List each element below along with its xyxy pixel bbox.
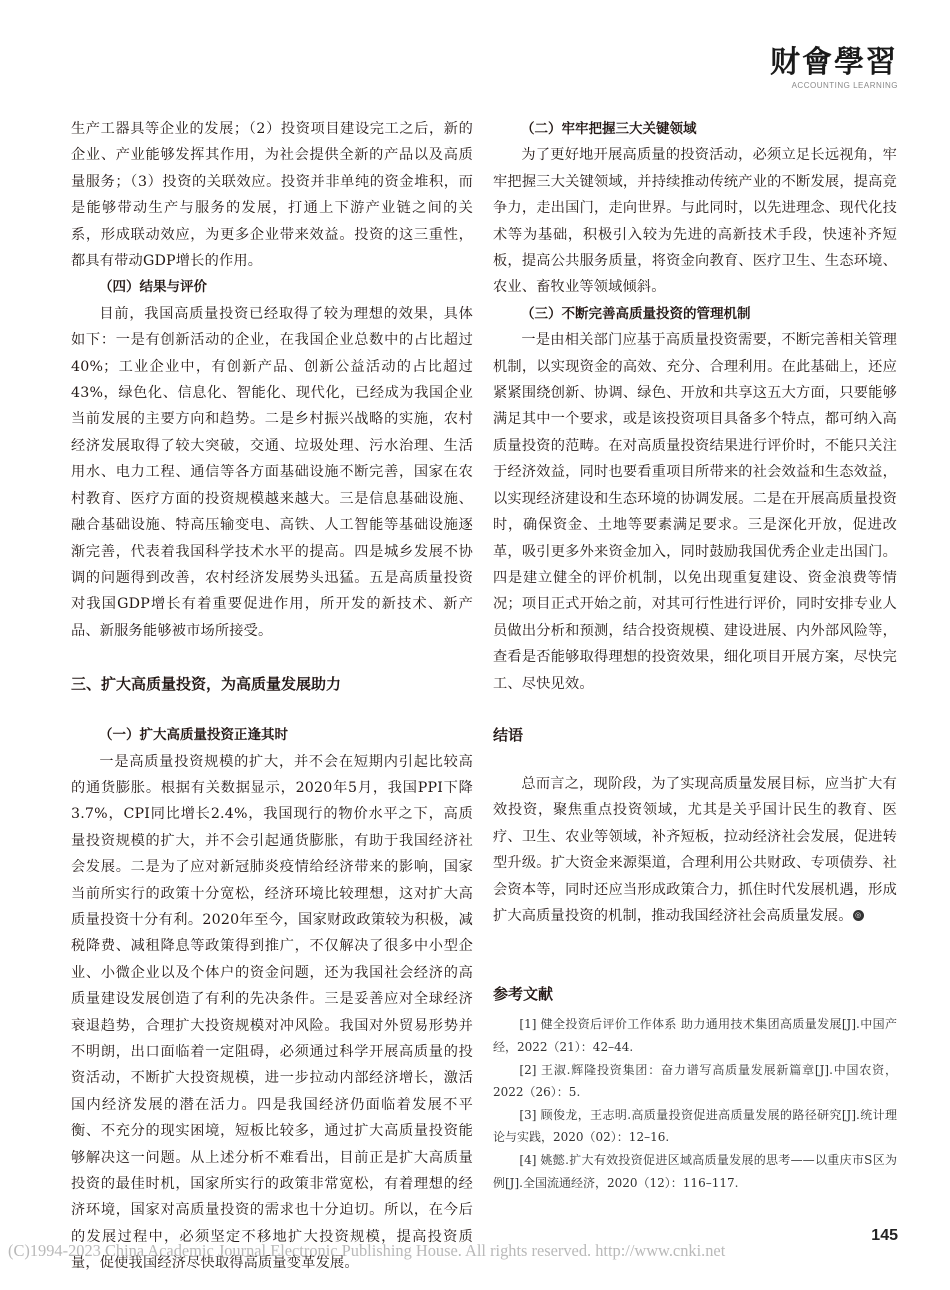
reference-item: [3] 顾俊龙，王志明.高质量投资促进高质量发展的路径研究[J].统计理论与实践，2020（02）：12–16. xyxy=(493,1107,897,1145)
page-number: 145 xyxy=(871,1227,898,1244)
end-mark-icon: ◎ xyxy=(853,910,864,921)
subsection-1-title: （一）扩大高质量投资正逢其时 xyxy=(99,727,288,744)
subsection-3-paragraph: 一是由相关部门应基于高质量投资需要，不断完善相关管理机制，以实现资金的高效、充分、合理利用。在此基础上，还应紧紧围绕创新、协调、绿色、开放和共享这五大方面，只要能够满足其中一个要求，或是该投资项目具备多个特点，都可纳入高质量投资的范畴。在对高质量投资结果进行评价时，不能只关注于经济效益，同时也要看重项目所带来的社会效益和生态效益，以实现经济建设和生态环境的协调发展。二是在开展高质量投资时，确保资金、土地等要素满足要求。三是深化开放，促进改革，吸引更多外来资金加入，同时鼓励我国优秀企业走出国门。四是建立健全的评价机制，以免出现重复建设、资金浪费等情况；项目正式开始之前，对其可行性进行评价，同时安排专业人员做出分析和预测，结合投资规模、建设进展、内外部风险等，查看是否能够取得理想的投资效果，细化项目开展方案，尽快完工、尽快见效。 xyxy=(493,332,897,692)
subsection-3-title: （三）不断完善高质量投资的管理机制 xyxy=(521,305,751,322)
paragraph-continuation: 生产工器具等企业的发展；（2）投资项目建设完工之后，新的企业、产业能够发挥其作用，为社会提供全新的产品以及高质量服务；（3）投资的关联效应。投资并非单纯的资金堆积，而是能够带动生产与服务的发展，打通上下游产业链之间的关系，形成联动效应，为更多企业带来效益。投资的这三重性，都具有带动GDP增长的作用。 xyxy=(71,121,473,270)
conclusion-title: 结语 xyxy=(493,725,524,744)
conclusion-text: 总而言之，现阶段，为了实现高质量发展目标，应当扩大有效投资，聚焦重点投资领域，尤其是关乎国计民生的教育、医疗、卫生、农业等领域，补齐短板，拉动经济社会发展，促进转型升级。扩大资金来源渠道，合理利用公共财政、专项债券、社会资本等，同时还应当形成政策合力，抓住时代发展机遇，形成扩大高质量投资的机制，推动我国经济社会高质量发展。 xyxy=(493,775,897,924)
subsection-2-title: （二）牢牢把握三大关键领域 xyxy=(521,121,697,137)
conclusion-paragraph xyxy=(493,771,897,929)
subsection-4-paragraph: 目前，我国高质量投资已经取得了较为理想的效果，具体如下：一是有创新活动的企业，在我国企业总数中的占比超过40%；工业企业中，有创新产品、创新公益活动的占比超过43%，绿色化、信息化、智能化、现代化，已经成为我国企业当前发展的主要方向和趋势。二是乡村振兴战略的实施，农村经济发展取得了较大突破，交通、垃圾处理、污水治理、生活用水、电力工程、通信等各方面基础设施不断完善，国家在农村教育、医疗方面的投资规模越来越大。三是信息基础设施、融合基础设施、特高压输变电、高铁、人工智能等基础设施逐渐完善，代表着我国科学技术水平的提高。四是城乡发展不协调的问题得到改善，农村经济发展势头迅猛。五是高质量投资对我国GDP增长有着重要促进作用，所开发的新技术、新产品、新服务能够被市场所接受。 xyxy=(71,305,473,639)
references-list xyxy=(493,1013,897,1194)
journal-logo-text: 财會學習 xyxy=(770,45,898,80)
section-3-title: 三、扩大高质量投资，为高质量发展助力 xyxy=(71,675,342,694)
journal-logo xyxy=(770,46,898,92)
copyright-watermark: (C)1994-2023 China Academic Journal Electronic Publishing House. All rights reserved. http://www.cnki.net xyxy=(8,1241,726,1260)
reference-item: [1] 健全投资后评价工作体系 助力通用技术集团高质量发展[J].中国产经，2022（21）：42–44. xyxy=(493,1017,897,1054)
reference-item: [4] 姚懿.扩大有效投资促进区域高质量发展的思考——以重庆市S区为例[J].全国流通经济，2020（12）：116–117. xyxy=(493,1152,897,1190)
subsection-4-title: （四）结果与评价 xyxy=(99,279,207,296)
left-column xyxy=(71,116,473,1277)
reference-item: [2] 王淑.辉隆投资集团：奋力谱写高质量发展新篇章[J].中国农资，2022（26）：5. xyxy=(493,1062,897,1100)
subsection-2-paragraph: 为了更好地开展高质量的投资活动，必须立足长远视角，牢牢把握三大关键领域，并持续推动传统产业的不断发展，提高竞争力，走出国门，走向世界。与此同时，以先进理念、现代化技术等为基础，积极引入较为先进的高新技术手段，快速补齐短板，提高公共服务质量，将资金向教育、医疗卫生、生态环境、农业、畜牧业等领域倾斜。 xyxy=(493,147,897,296)
right-column xyxy=(493,116,897,1194)
subsection-1-paragraph: 一是高质量投资规模的扩大，并不会在短期内引起比较高的通货膨胀。根据有关数据显示，2020年5月，我国PPI下降3.7%，CPI同比增长2.4%，我国现行的物价水平之下，高质量投资规模的扩大，并不会引起通货膨胀，有助于我国经济社会发展。二是为了应对新冠肺炎疫情给经济带来的影响，国家当前所实行的政策十分宽松，经济环境比较理想，这对扩大高质量投资十分有利。2020年至今，国家财政政策较为积极，减税降费、减租降息等政策得到推广，不仅解决了很多中小型企业、小微企业以及个体户的资金问题，还为我国社会经济的高质量建设发展创造了有利的先决条件。三是妥善应对全球经济衰退趋势，合理扩大投资规模对冲风险。我国对外贸易形势并不明朗，出口面临着一定阻碍，必须通过科学开展高质量的投资活动，不断扩大投资规模，进一步拉动内部经济增长，激活国内经济发展的潜在活力。四是我国经济仍面临着发展不平衡、不充分的现实困境，短板比较多，通过扩大高质量投资能够解决这一问题。从上述分析不难看出，目前正是扩大高质量投资的最佳时机，国家所实行的政策非常宽松，有着理想的经济环境，国家对高质量投资的需求也十分迫切。所以，在今后的发展过程中，必须坚定不移地扩大投资规模，提高投资质量，促使我国经济尽快取得高质量变革发展。 xyxy=(71,753,473,1272)
references-title: 参考文献 xyxy=(493,985,554,1004)
journal-logo-subtitle: ACCOUNTING LEARNING xyxy=(791,81,898,90)
